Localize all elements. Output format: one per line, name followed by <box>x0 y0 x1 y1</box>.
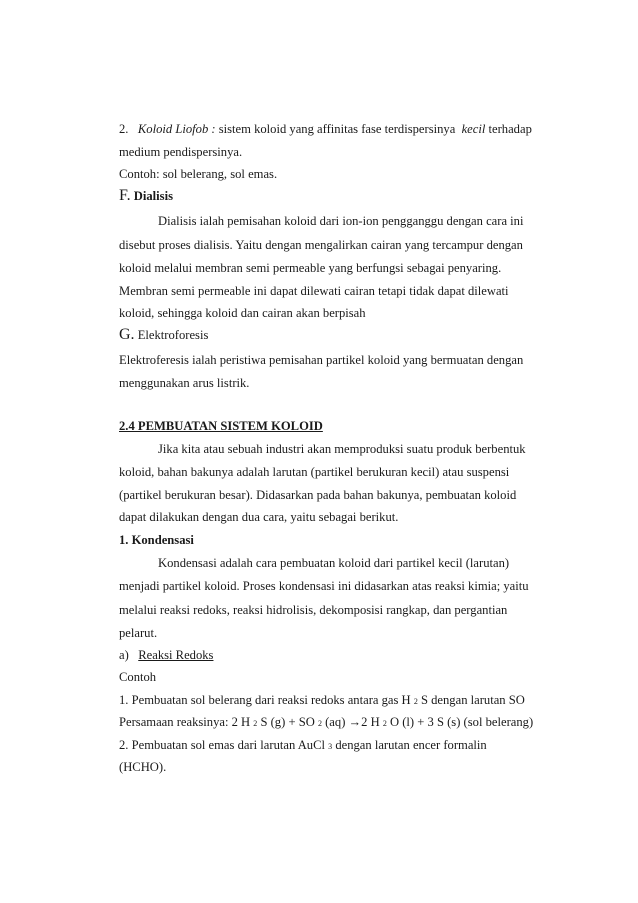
dialisis-line-1: Dialisis ialah pemisahan koloid dari ion-ion pengganggu dengan cara ini <box>158 214 524 228</box>
redoks-item-1 <box>119 692 525 710</box>
redoks-label: a) <box>119 648 129 662</box>
kondensasi-heading: 1. Kondensasi <box>119 533 194 547</box>
subscript: 3 <box>328 742 333 751</box>
elektroforesis-line-1: Elektroferesis ialah peristiwa pemisahan partikel koloid yang bermuatan dengan <box>119 353 524 367</box>
redoks-item-2-text: 2. Pembuatan sol emas dari larutan AuCl <box>119 738 326 752</box>
liofob-term: Koloid Liofob : <box>137 122 216 136</box>
section-line-1: Jika kita atau sebuah industri akan memproduksi suatu produk berbentuk <box>158 442 526 456</box>
subscript: 2 <box>317 719 322 728</box>
kondensasi-line-2: menjadi partikel koloid. Proses kondensasi ini didasarkan atas reaksi kimia; yaitu <box>119 579 529 593</box>
dialisis-line-4: Membran semi permeable ini dapat dilewati cairan tetapi tidak dapat dilewati <box>119 284 509 298</box>
liofob-kecil: kecil <box>461 122 486 136</box>
liofob-text-2: terhadap <box>488 122 532 136</box>
redoks-title: Reaksi Redoks <box>138 648 214 662</box>
section-line-2: koloid, bahan bakunya adalah larutan (partikel berukuran kecil) atau suspensi <box>119 465 510 479</box>
dialisis-line-3: koloid melalui membran semi permeable yang berfungsi sebagai penyaring. <box>119 261 502 275</box>
equation-part: Persamaan reaksinya: 2 H <box>119 715 251 729</box>
dialisis-line-5: koloid, sehingga koloid dan cairan akan berpisah <box>119 306 366 320</box>
redoks-equation <box>119 714 533 732</box>
equation-part: (aq) →2 H <box>325 715 380 729</box>
dialisis-heading <box>119 188 173 204</box>
elektroforesis-letter: G. <box>119 326 135 343</box>
dialisis-title: Dialisis <box>133 189 173 203</box>
elektroforesis-title: Elektroforesis <box>137 328 209 342</box>
elektroforesis-line-2: menggunakan arus listrik. <box>119 376 250 390</box>
equation-part: S (g) + SO <box>260 715 315 729</box>
liofob-line-1 <box>119 121 532 137</box>
liofob-text: sistem koloid yang affinitas fase terdispersinya <box>218 122 456 136</box>
section-line-3: (partikel berukuran besar). Didasarkan pada bahan bakunya, pembuatan koloid <box>119 488 517 502</box>
section-line-4: dapat dilakukan dengan dua cara, yaitu sebagai berikut. <box>119 510 399 524</box>
redoks-item-2-text-2: dengan larutan encer formalin <box>335 738 487 752</box>
redoks-item-2-line-2: (HCHO). <box>119 760 167 774</box>
kondensasi-line-4: pelarut. <box>119 626 158 640</box>
liofob-line-2: medium pendispersinya. <box>119 145 243 159</box>
liofob-contoh: Contoh: sol belerang, sol emas. <box>119 167 278 181</box>
redoks-contoh: Contoh <box>119 670 157 684</box>
redoks-item-2 <box>119 737 487 755</box>
redoks-item-1-text: 1. Pembuatan sol belerang dari reaksi redoks antara gas H <box>119 693 411 707</box>
subscript: 2 <box>253 719 258 728</box>
subscript: 2 <box>382 719 387 728</box>
redoks-heading <box>119 647 213 663</box>
elektroforesis-heading <box>119 327 208 343</box>
liofob-number: 2. <box>119 122 129 136</box>
dialisis-line-2: disebut proses dialisis. Yaitu dengan mengalirkan cairan yang tercampur dengan <box>119 238 523 252</box>
kondensasi-line-3: melalui reaksi redoks, reaksi hidrolisis, dekomposisi rangkap, dan pergantian <box>119 603 508 617</box>
equation-part: O (l) + 3 S (s) (sol belerang) <box>389 715 534 729</box>
redoks-item-1-text-2: S dengan larutan SO <box>420 693 525 707</box>
dialisis-letter: F. <box>119 187 131 204</box>
kondensasi-line-1: Kondensasi adalah cara pembuatan koloid dari partikel kecil (larutan) <box>158 556 510 570</box>
section-heading: 2.4 PEMBUATAN SISTEM KOLOID <box>119 419 323 433</box>
subscript: 2 <box>413 697 418 706</box>
